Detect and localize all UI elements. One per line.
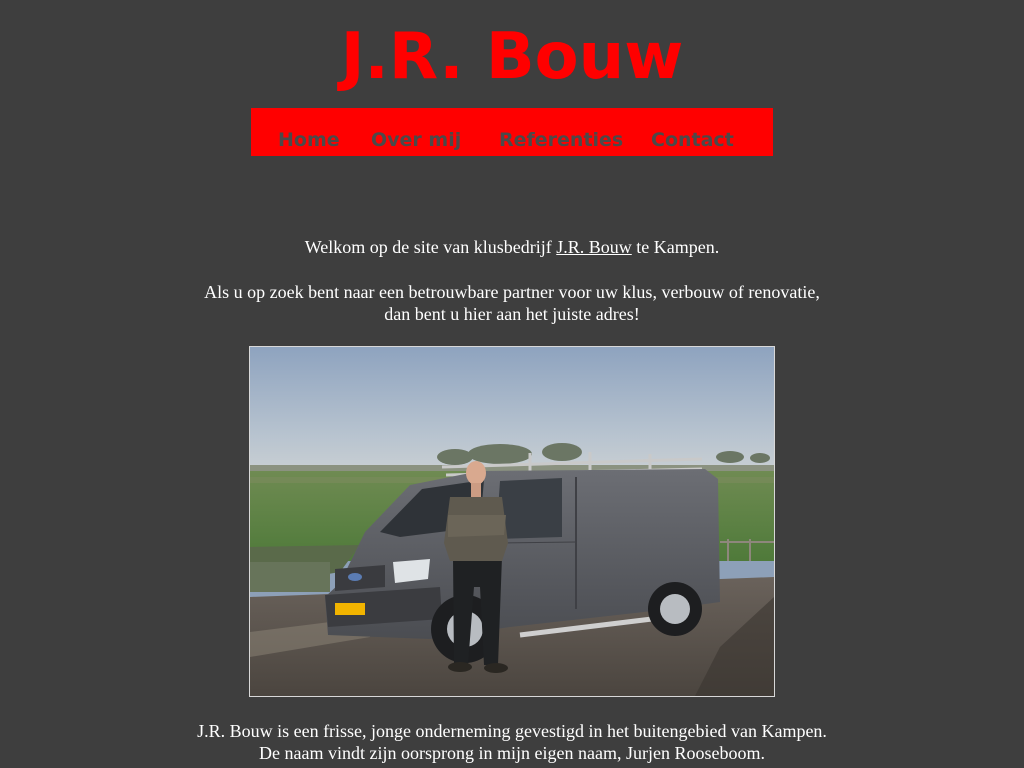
about-line-2: De naam vindt zijn oorsprong in mijn eigen naam, Jurjen Rooseboom.	[259, 743, 765, 763]
welcome-text-before: Welkom op de site van klusbedrijf	[304, 237, 557, 257]
nav-over-mij-link[interactable]: Over mij	[371, 129, 462, 151]
intro-text	[0, 281, 1024, 325]
about-text	[0, 720, 1024, 764]
site-title: J.R. Bouw	[340, 20, 684, 94]
intro-line-2: dan bent u hier aan het juiste adres!	[384, 304, 640, 324]
nav-contact-link[interactable]: Contact	[651, 129, 734, 151]
welcome-text	[0, 236, 1024, 258]
nav-home-link[interactable]: Home	[278, 129, 340, 151]
hero-photo	[249, 346, 775, 697]
company-link[interactable]: J.R. Bouw	[556, 237, 632, 257]
intro-line-1: Als u op zoek bent naar een betrouwbare partner voor uw klus, verbouw of renovatie,	[204, 282, 820, 302]
welcome-text-after: te Kampen.	[631, 237, 720, 257]
about-line-1: J.R. Bouw is een frisse, jonge onderneming gevestigd in het buitengebied van Kampen.	[197, 721, 827, 741]
main-nav	[251, 108, 773, 156]
license-plate	[335, 603, 365, 615]
nav-referenties-link[interactable]: Referenties	[499, 129, 624, 151]
van-photo-illustration	[250, 347, 774, 696]
